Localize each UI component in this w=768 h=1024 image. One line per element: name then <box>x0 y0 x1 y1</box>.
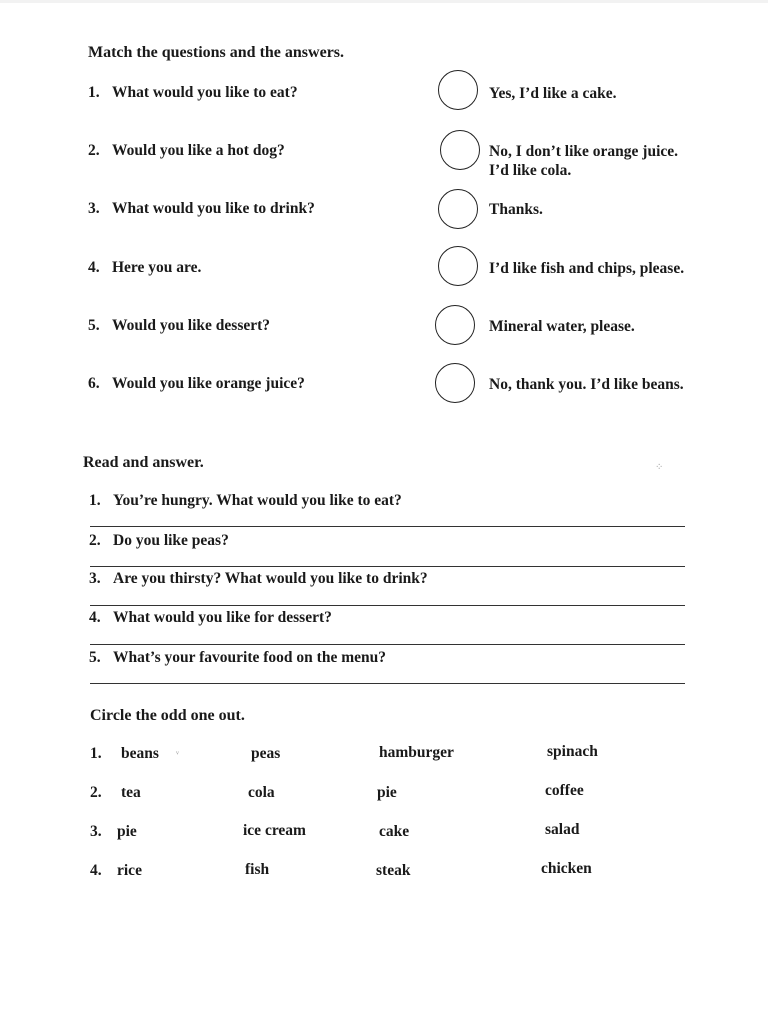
answer-line: I’d like fish and chips, please. <box>489 260 685 277</box>
question-text: You’re hungry. What would you like to eat? <box>113 492 402 509</box>
match-answer-3 <box>489 200 543 219</box>
odd-word[interactable]: fish <box>245 861 270 878</box>
read-question-1 <box>89 492 402 510</box>
answer-line-2: I’d like cola. <box>489 162 572 179</box>
odd-word[interactable]: cola <box>248 784 275 801</box>
answer-line: No, I don’t like orange juice. <box>489 143 679 160</box>
odd-row-2-number: 2. <box>90 784 102 801</box>
question-text: What would you like to eat? <box>112 84 298 101</box>
scan-speck: ⁘ <box>655 462 664 473</box>
odd-word[interactable]: hamburger <box>379 744 454 761</box>
match-circle-1[interactable] <box>438 70 478 110</box>
odd-row-3-number: 3. <box>90 823 102 840</box>
question-number: 3. <box>89 570 101 587</box>
scan-speck: ᵛ <box>176 749 179 760</box>
odd-word[interactable]: ice cream <box>243 822 306 839</box>
match-circle-6[interactable] <box>435 363 475 403</box>
answer-line-5[interactable] <box>90 683 685 684</box>
odd-word[interactable]: pie <box>117 823 137 840</box>
match-circle-2[interactable] <box>440 130 480 170</box>
question-number: 3. <box>88 200 100 217</box>
question-text: Here you are. <box>112 259 202 276</box>
match-question-2 <box>88 142 285 160</box>
question-number: 5. <box>89 649 101 666</box>
match-circle-4[interactable] <box>438 246 478 286</box>
odd-row-1-number: 1. <box>90 745 102 762</box>
odd-heading: Circle the odd one out. <box>90 707 245 724</box>
question-number: 1. <box>89 492 101 509</box>
match-question-5 <box>88 317 270 335</box>
match-heading: Match the questions and the answers. <box>88 44 345 61</box>
answer-line-1[interactable] <box>90 526 685 527</box>
match-answer-6 <box>489 375 684 394</box>
question-number: 6. <box>88 375 100 392</box>
question-text: What’s your favourite food on the menu? <box>113 649 386 666</box>
match-answer-2 <box>489 142 678 180</box>
match-question-6 <box>88 375 305 393</box>
answer-line-2[interactable] <box>90 566 685 567</box>
match-question-4 <box>88 259 201 277</box>
match-question-3 <box>88 200 315 218</box>
read-question-2 <box>89 532 229 550</box>
odd-word[interactable]: peas <box>251 745 281 762</box>
match-answer-4 <box>489 259 684 278</box>
match-answer-1 <box>489 84 616 103</box>
odd-word[interactable]: pie <box>377 784 397 801</box>
match-answer-5 <box>489 317 635 336</box>
odd-word[interactable]: coffee <box>545 782 584 799</box>
read-question-4 <box>89 609 332 627</box>
odd-word[interactable]: tea <box>121 784 141 801</box>
answer-line: Mineral water, please. <box>489 318 635 335</box>
odd-word[interactable]: rice <box>117 862 142 879</box>
match-circle-5[interactable] <box>435 305 475 345</box>
match-circle-3[interactable] <box>438 189 478 229</box>
question-text: Would you like a hot dog? <box>112 142 285 159</box>
read-heading: Read and answer. <box>83 454 204 471</box>
odd-word[interactable]: chicken <box>541 860 592 877</box>
question-number: 4. <box>89 609 101 626</box>
question-text: Would you like dessert? <box>112 317 271 334</box>
odd-word[interactable]: steak <box>376 862 411 879</box>
question-number: 2. <box>89 532 101 549</box>
question-text: Would you like orange juice? <box>112 375 305 392</box>
odd-word[interactable]: beans <box>121 745 159 762</box>
read-question-5 <box>89 649 386 667</box>
answer-line: Yes, I’d like a cake. <box>489 85 617 102</box>
question-number: 4. <box>88 259 100 276</box>
odd-word[interactable]: salad <box>545 821 580 838</box>
question-number: 5. <box>88 317 100 334</box>
odd-word[interactable]: cake <box>379 823 410 840</box>
answer-line-4[interactable] <box>90 644 685 645</box>
read-question-3 <box>89 570 428 588</box>
question-text: What would you like to drink? <box>112 200 315 217</box>
odd-row-4-number: 4. <box>90 862 102 879</box>
question-number: 1. <box>88 84 100 101</box>
answer-line-3[interactable] <box>90 605 685 606</box>
question-text: Do you like peas? <box>113 532 229 549</box>
answer-line: No, thank you. I’d like beans. <box>489 376 684 393</box>
scan-edge <box>0 0 768 3</box>
match-question-1 <box>88 84 298 102</box>
question-text: Are you thirsty? What would you like to drink? <box>113 570 428 587</box>
question-number: 2. <box>88 142 100 159</box>
question-text: What would you like for dessert? <box>113 609 332 626</box>
odd-word[interactable]: spinach <box>547 743 598 760</box>
answer-line: Thanks. <box>489 201 543 218</box>
